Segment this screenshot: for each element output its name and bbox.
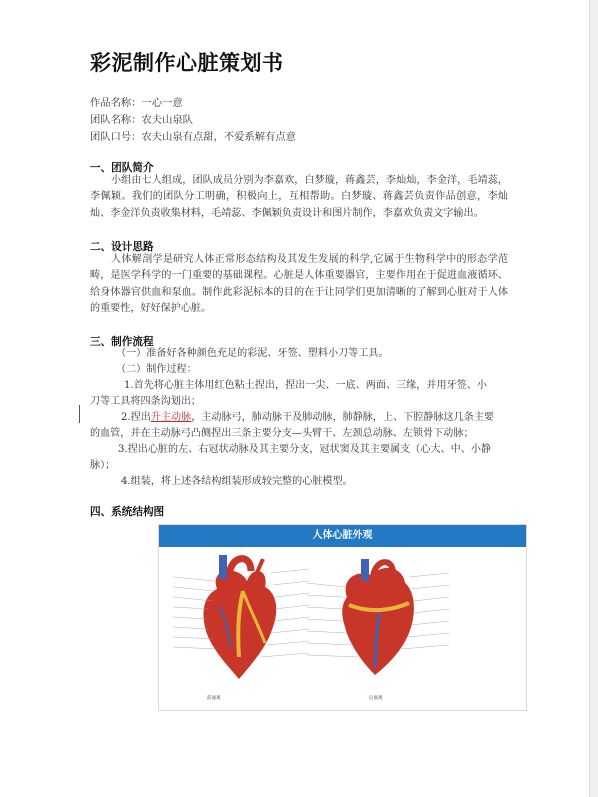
design-idea-paragraph: 人体解剖学是研究人体正常形态结构及其发生发展的科学,它属于生物科学中的形态学范畴，是医学科学的一门重要的基础课程。心脏是人体重要器官，主要作用在于促进血液循环、给身体器官供血和泵血。制作此彩泥标本的目的在于让同学们更加清晰的了解到心脏对于人体的重要性，好好保护心脏。 [90,254,508,315]
heading-design-idea: 二、设计思路 [90,241,154,253]
step-2-prefix: 2.捏出 [121,412,151,423]
process-subtitle: （二）制作过程： [116,364,197,375]
text-cursor [79,405,80,423]
page-edge [589,0,598,797]
caption-posterior: 后面观 [369,696,383,701]
step-1-line-1: 1.首先将心脏主体用红色粘土捏出，捏出一尖、一底、两面、三缘，并用牙签、小 [124,380,487,391]
step-4: 4.组装，将上述各结构组装形成较完整的心脏模型。 [121,476,353,487]
heading-process: 三、制作流程 [90,336,154,348]
team-intro-paragraph: 小组由七人组成，团队成员分别为李嘉欢，白梦璇，蒋鑫芸，李灿灿，李金洋，毛靖蕊，李佩颖。我们的团队分工明确，积极向上，互相帮助。白梦璇、蒋鑫芸负责作品创意，李灿灿、李金洋负责收集材料，毛靖蕊、李佩颖负责设计和图片制作，李嘉欢负责文字输出。 [90,175,508,219]
step-2-line-2: 的血管，并在主动脉弓凸侧捏出三条主要分支—头臂干、左颈总动脉、左锁骨下动脉； [90,428,474,439]
heart-anterior-illustration [173,555,309,679]
ascending-aorta-link[interactable]: 升主动脉 [150,412,192,423]
step-3-line-1: 3.捏出心脏的左、右冠状动脉及其主要分支，冠状窦及其主要属支（心大、中、小静 [118,444,492,455]
work-name: 作品名称：一心一意 [90,97,183,109]
heading-team-intro: 一、团队简介 [90,162,154,174]
heart-anatomy-figure [158,524,527,711]
document-title: 彩泥制作心脏策划书 [90,50,284,75]
caption-anterior: 前面观 [207,696,221,701]
team-slogan: 团队口号：农夫山泉有点甜，不爱系解有点意 [90,131,296,143]
step-1-line-2: 刀等工具将四条沟划出； [90,396,202,407]
step-3-line-2: 脉）； [90,460,116,471]
step-2-rest: ，主动脉弓，肺动脉干及肺动脉，肺静脉，上、下腔静脉这几条主要 [191,412,495,423]
heading-structure-diagram: 四、系统结构图 [90,506,165,518]
heart-posterior-illustration [307,559,449,675]
step-2-line-1 [121,410,494,426]
figure-banner-title: 人体心脏外观 [312,530,373,541]
heart-illustrations [159,547,526,710]
process-prep: （一）准备好各种颜色充足的彩泥、牙签、塑料小刀等工具。 [116,348,389,359]
team-name: 团队名称：农夫山泉队 [90,114,193,126]
